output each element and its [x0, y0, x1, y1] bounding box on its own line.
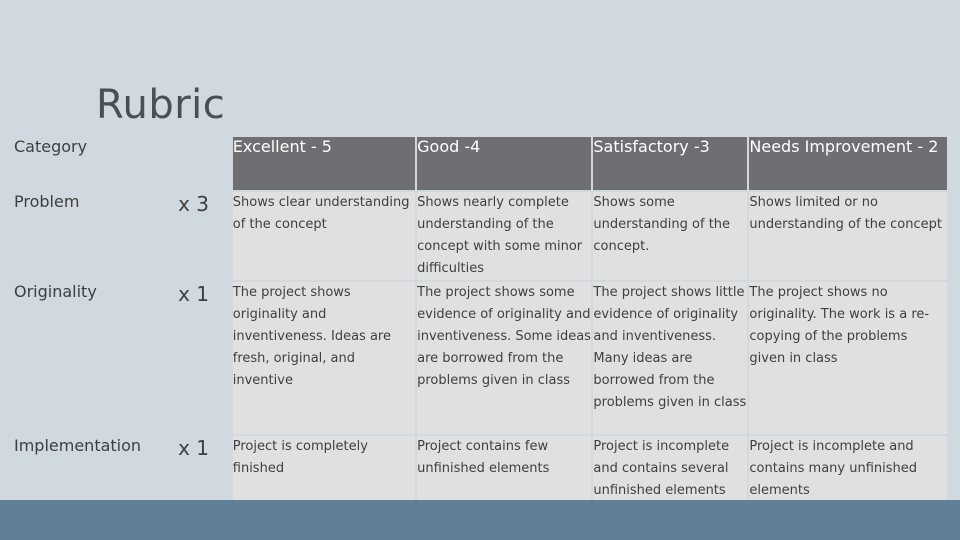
cell-needs-improvement: The project shows no originality. The work is a re-copying of the problems given in class	[749, 282, 947, 434]
header-row	[14, 137, 947, 190]
table-row	[14, 282, 947, 434]
cell-excellent: Shows clear understanding of the concept	[233, 192, 415, 280]
cell-needs-improvement: Project is incomplete and contains many unfinished elements	[749, 436, 947, 502]
cell-satisfactory: The project shows little evidence of originality and inventiveness. Many ideas are borrowed from the problems given in class	[593, 282, 747, 434]
header-excellent: Excellent - 5	[233, 137, 415, 190]
cell-good: Shows nearly complete understanding of the concept with some minor difficulties	[417, 192, 591, 280]
row-multiplier: x 1	[178, 282, 231, 434]
table-row	[14, 192, 947, 280]
cell-good: The project shows some evidence of originality and inventiveness. Some ideas are borrowed from the problems given in class	[417, 282, 591, 434]
header-satisfactory: Satisfactory -3	[593, 137, 747, 190]
header-needs-improvement: Needs Improvement - 2	[749, 137, 947, 190]
row-category: Originality	[14, 282, 176, 434]
cell-excellent: Project is completely finished	[233, 436, 415, 502]
row-category: Problem	[14, 192, 176, 280]
header-multiplier-blank	[178, 137, 231, 190]
footer-bar	[0, 500, 960, 540]
cell-excellent: The project shows originality and inventiveness. Ideas are fresh, original, and inventive	[233, 282, 415, 434]
row-category: Implementation	[14, 436, 176, 502]
page-title: Rubric	[96, 82, 226, 128]
cell-good: Project contains few unfinished elements	[417, 436, 591, 502]
header-good: Good -4	[417, 137, 591, 190]
cell-needs-improvement: Shows limited or no understanding of the concept	[749, 192, 947, 280]
header-category: Category	[14, 137, 176, 190]
rubric-table	[12, 135, 949, 504]
row-multiplier: x 3	[178, 192, 231, 280]
cell-satisfactory: Shows some understanding of the concept.	[593, 192, 747, 280]
cell-satisfactory: Project is incomplete and contains several unfinished elements	[593, 436, 747, 502]
row-multiplier: x 1	[178, 436, 231, 502]
table-row	[14, 436, 947, 502]
